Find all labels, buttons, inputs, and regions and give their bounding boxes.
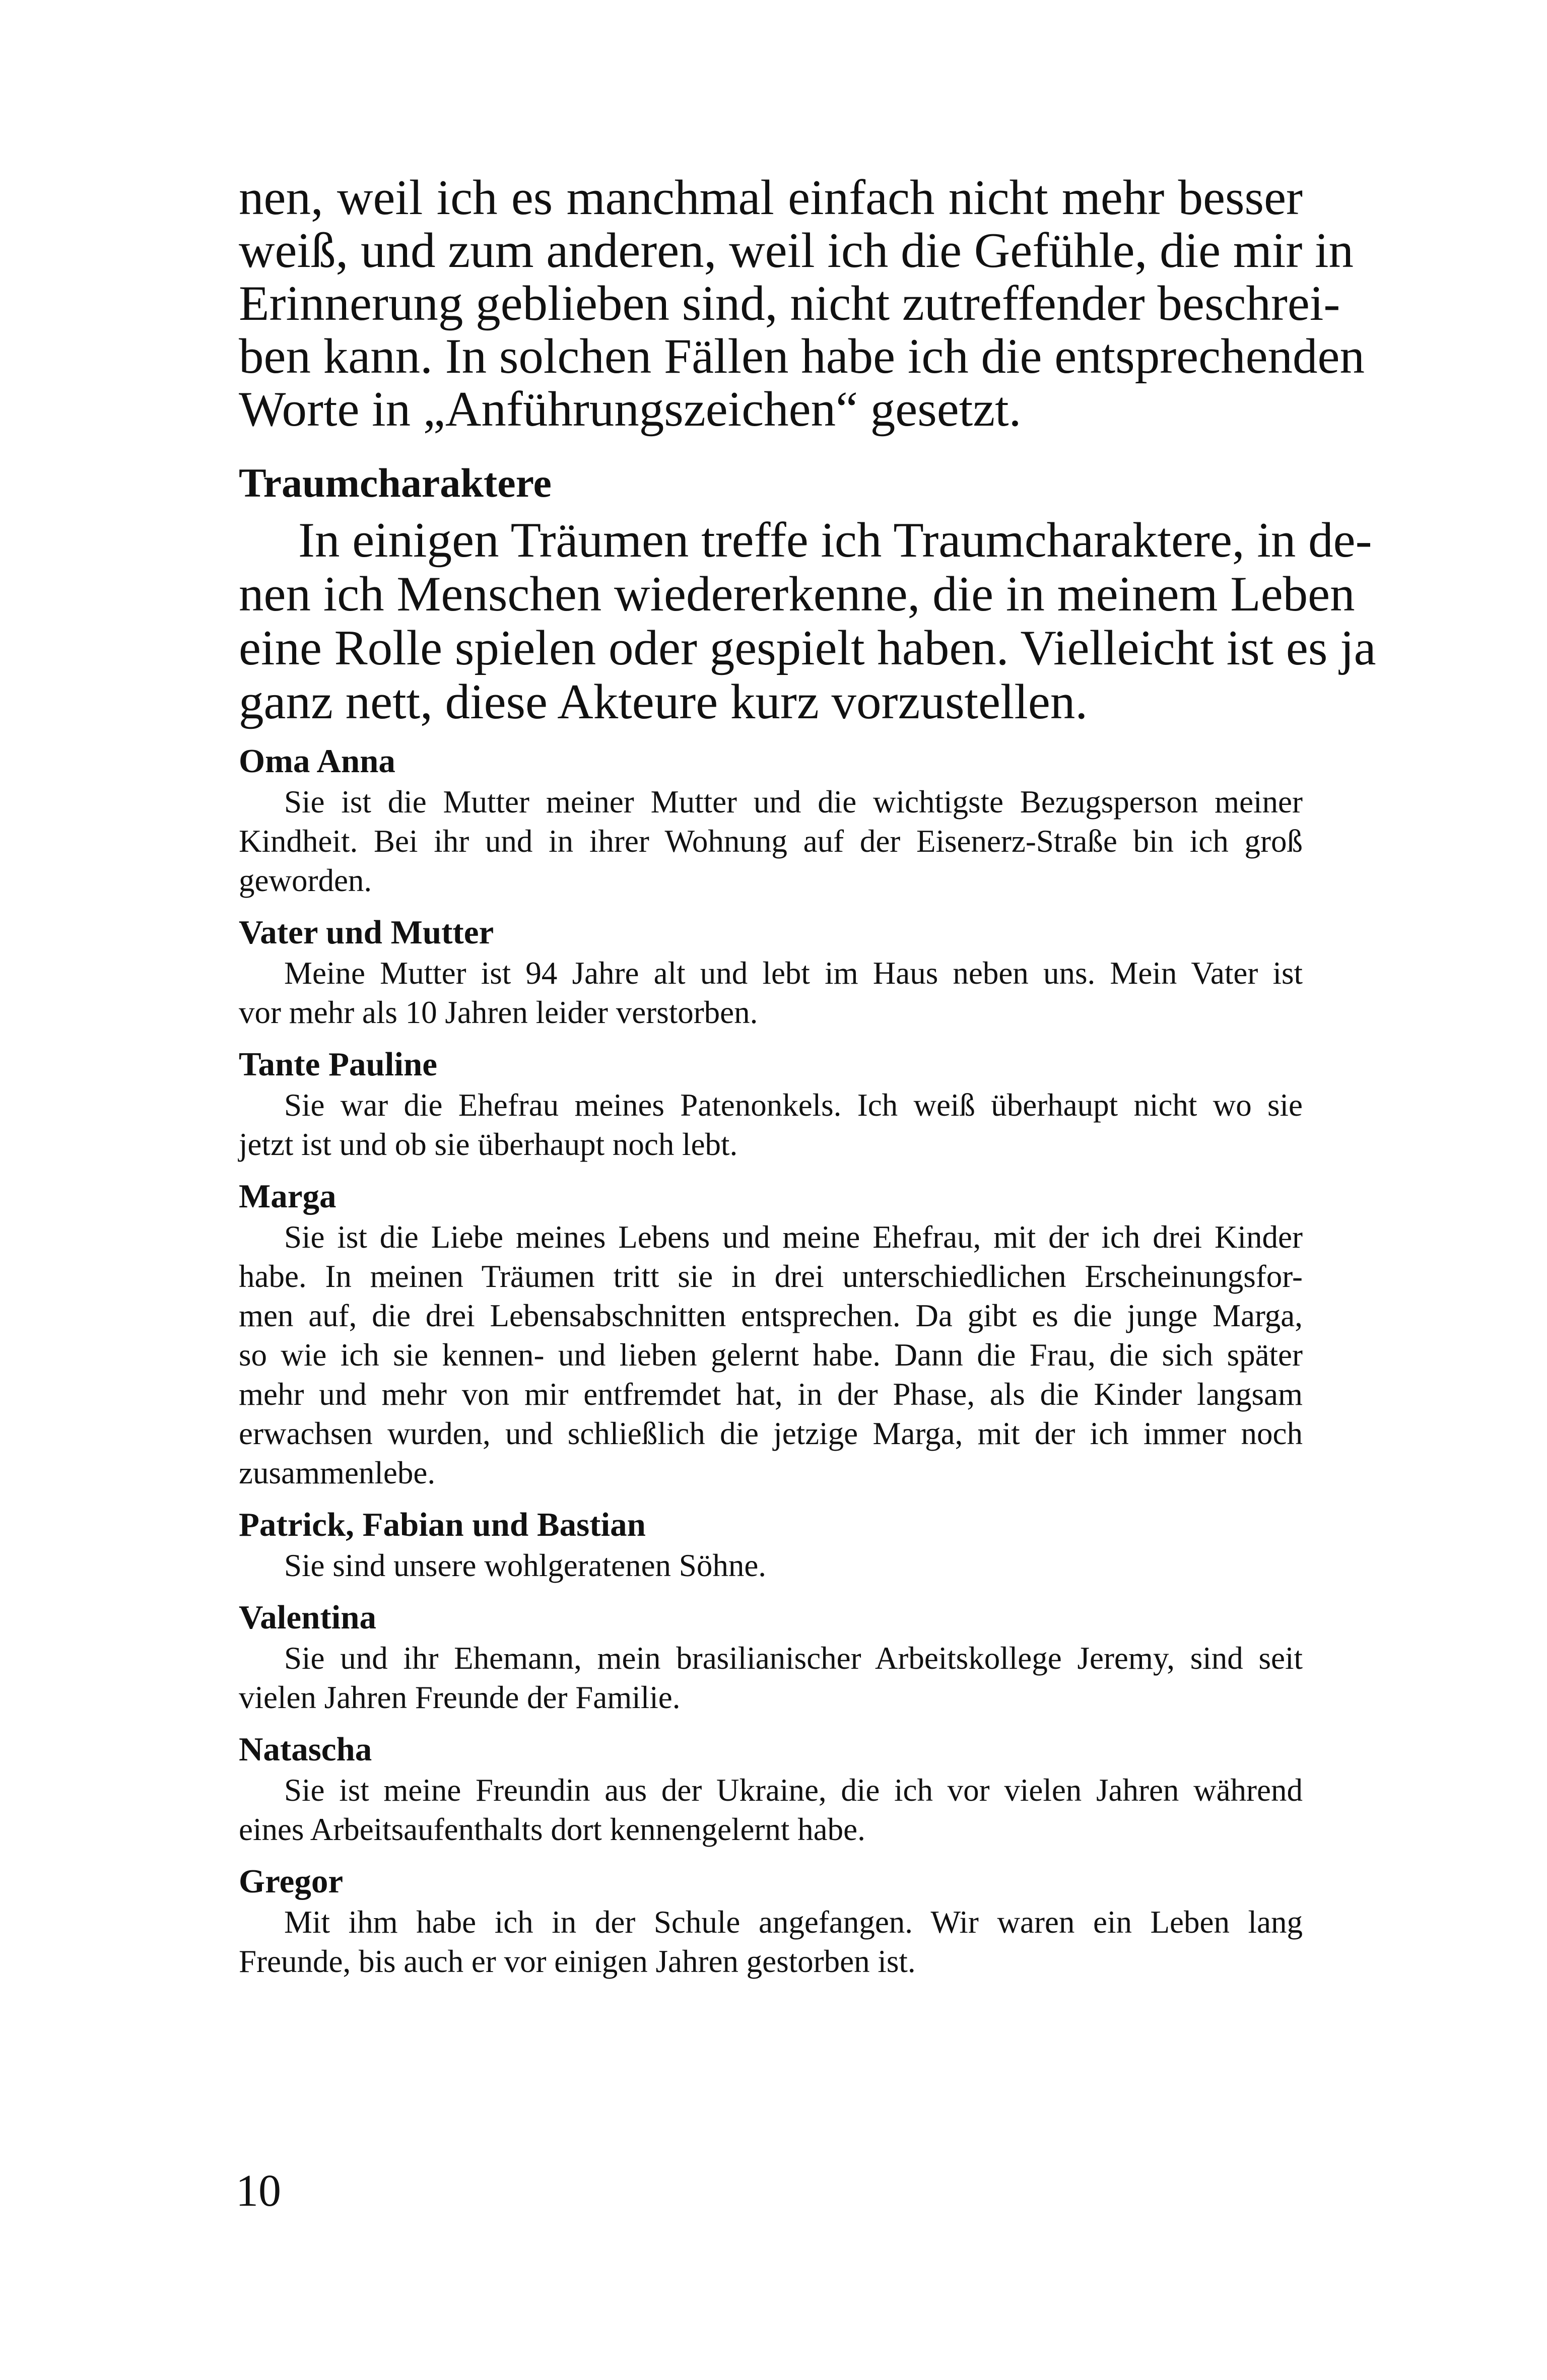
character-line: Sie war die Ehefrau meines Patenonkels. Ich weiß überhaupt nicht wo sie: [284, 1087, 1303, 1123]
section-line: In einigen Träumen treffe ich Traumcharaktere, in de-: [298, 513, 1372, 568]
character-line: habe. In meinen Träumen tritt sie in drei unterschiedlichen Erscheinungsfor-: [239, 1259, 1303, 1294]
character-name: Patrick, Fabian und Bastian: [239, 1506, 646, 1543]
character-line: Sie ist meine Freundin aus der Ukraine, die ich vor vielen Jahren während: [284, 1773, 1303, 1808]
character-line: vor mehr als 10 Jahren leider verstorben.: [239, 995, 758, 1030]
character-entry: [239, 1043, 1303, 1164]
intro-line: Worte in „Anführungszeichen“ gesetzt.: [239, 382, 1022, 437]
character-entry: [239, 740, 1303, 900]
character-line: jetzt ist und ob sie überhaupt noch lebt.: [239, 1127, 738, 1162]
character-line: erwachsen wurden, und schließlich die jetzige Marga, mit der ich immer noch: [239, 1416, 1303, 1451]
character-line: geworden.: [239, 863, 372, 898]
character-name: Tante Pauline: [239, 1046, 438, 1083]
character-line: so wie ich sie kennen- und lieben gelernt habe. Dann die Frau, die sich später: [239, 1337, 1303, 1373]
character-entry: [239, 911, 1303, 1032]
character-line: Meine Mutter ist 94 Jahre alt und lebt im Haus neben uns. Mein Vater ist: [284, 956, 1303, 991]
character-entry: [239, 1728, 1303, 1849]
character-line: eines Arbeitsaufenthalts dort kennengelernt habe.: [239, 1812, 865, 1847]
character-entry: [239, 1596, 1303, 1717]
character-line: Sie ist die Liebe meines Lebens und meine Ehefrau, mit der ich drei Kinder: [284, 1219, 1303, 1255]
page-content: [239, 170, 1376, 1981]
character-line: vielen Jahren Freunde der Familie.: [239, 1680, 681, 1715]
page-number: 10: [236, 2166, 281, 2216]
character-name: Valentina: [239, 1599, 377, 1636]
character-name: Marga: [239, 1178, 337, 1215]
intro-line: weiß, und zum anderen, weil ich die Gefühle, die mir in: [239, 223, 1354, 278]
character-line: Sie sind unsere wohlgeratenen Söhne.: [284, 1548, 767, 1583]
character-name: Gregor: [239, 1863, 344, 1900]
character-name: Vater und Mutter: [239, 914, 494, 951]
character-entry: [239, 1175, 1303, 1492]
character-line: Sie ist die Mutter meiner Mutter und die wichtigste Bezugsperson meiner: [284, 784, 1303, 820]
character-name: Natascha: [239, 1731, 372, 1768]
section-line: nen ich Menschen wiedererkenne, die in meinem Leben: [239, 567, 1355, 622]
character-line: Freunde, bis auch er vor einigen Jahren gestorben ist.: [239, 1944, 916, 1979]
section-line: eine Rolle spielen oder gespielt haben. Vielleicht ist es ja: [239, 621, 1376, 675]
character-line: Mit ihm habe ich in der Schule angefangen. Wir waren ein Leben lang: [284, 1905, 1303, 1940]
section-line: ganz nett, diese Akteure kurz vorzustellen.: [239, 674, 1088, 729]
character-name: Oma Anna: [239, 742, 395, 780]
intro-paragraph: [239, 170, 1365, 437]
character-line: Kindheit. Bei ihr und in ihrer Wohnung auf der Eisenerz-Straße bin ich groß: [239, 824, 1303, 859]
section-title: Traumcharaktere: [239, 460, 552, 506]
character-entry: [239, 1504, 1303, 1585]
intro-line: Erinnerung geblieben sind, nicht zutreffender beschrei-: [239, 276, 1340, 331]
intro-line: nen, weil ich es manchmal einfach nicht mehr besser: [239, 170, 1303, 225]
character-line: zusammenlebe.: [239, 1455, 436, 1490]
intro-line: ben kann. In solchen Fällen habe ich die entsprechenden: [239, 329, 1365, 384]
character-line: men auf, die drei Lebensabschnitten entsprechen. Da gibt es die junge Marga,: [239, 1298, 1303, 1333]
character-entry: [239, 1860, 1303, 1981]
character-line: Sie und ihr Ehemann, mein brasilianischer Arbeitskollege Jeremy, sind seit: [284, 1641, 1303, 1676]
character-line: mehr und mehr von mir entfremdet hat, in der Phase, als die Kinder langsam: [239, 1377, 1303, 1412]
section-paragraph: [239, 513, 1376, 729]
